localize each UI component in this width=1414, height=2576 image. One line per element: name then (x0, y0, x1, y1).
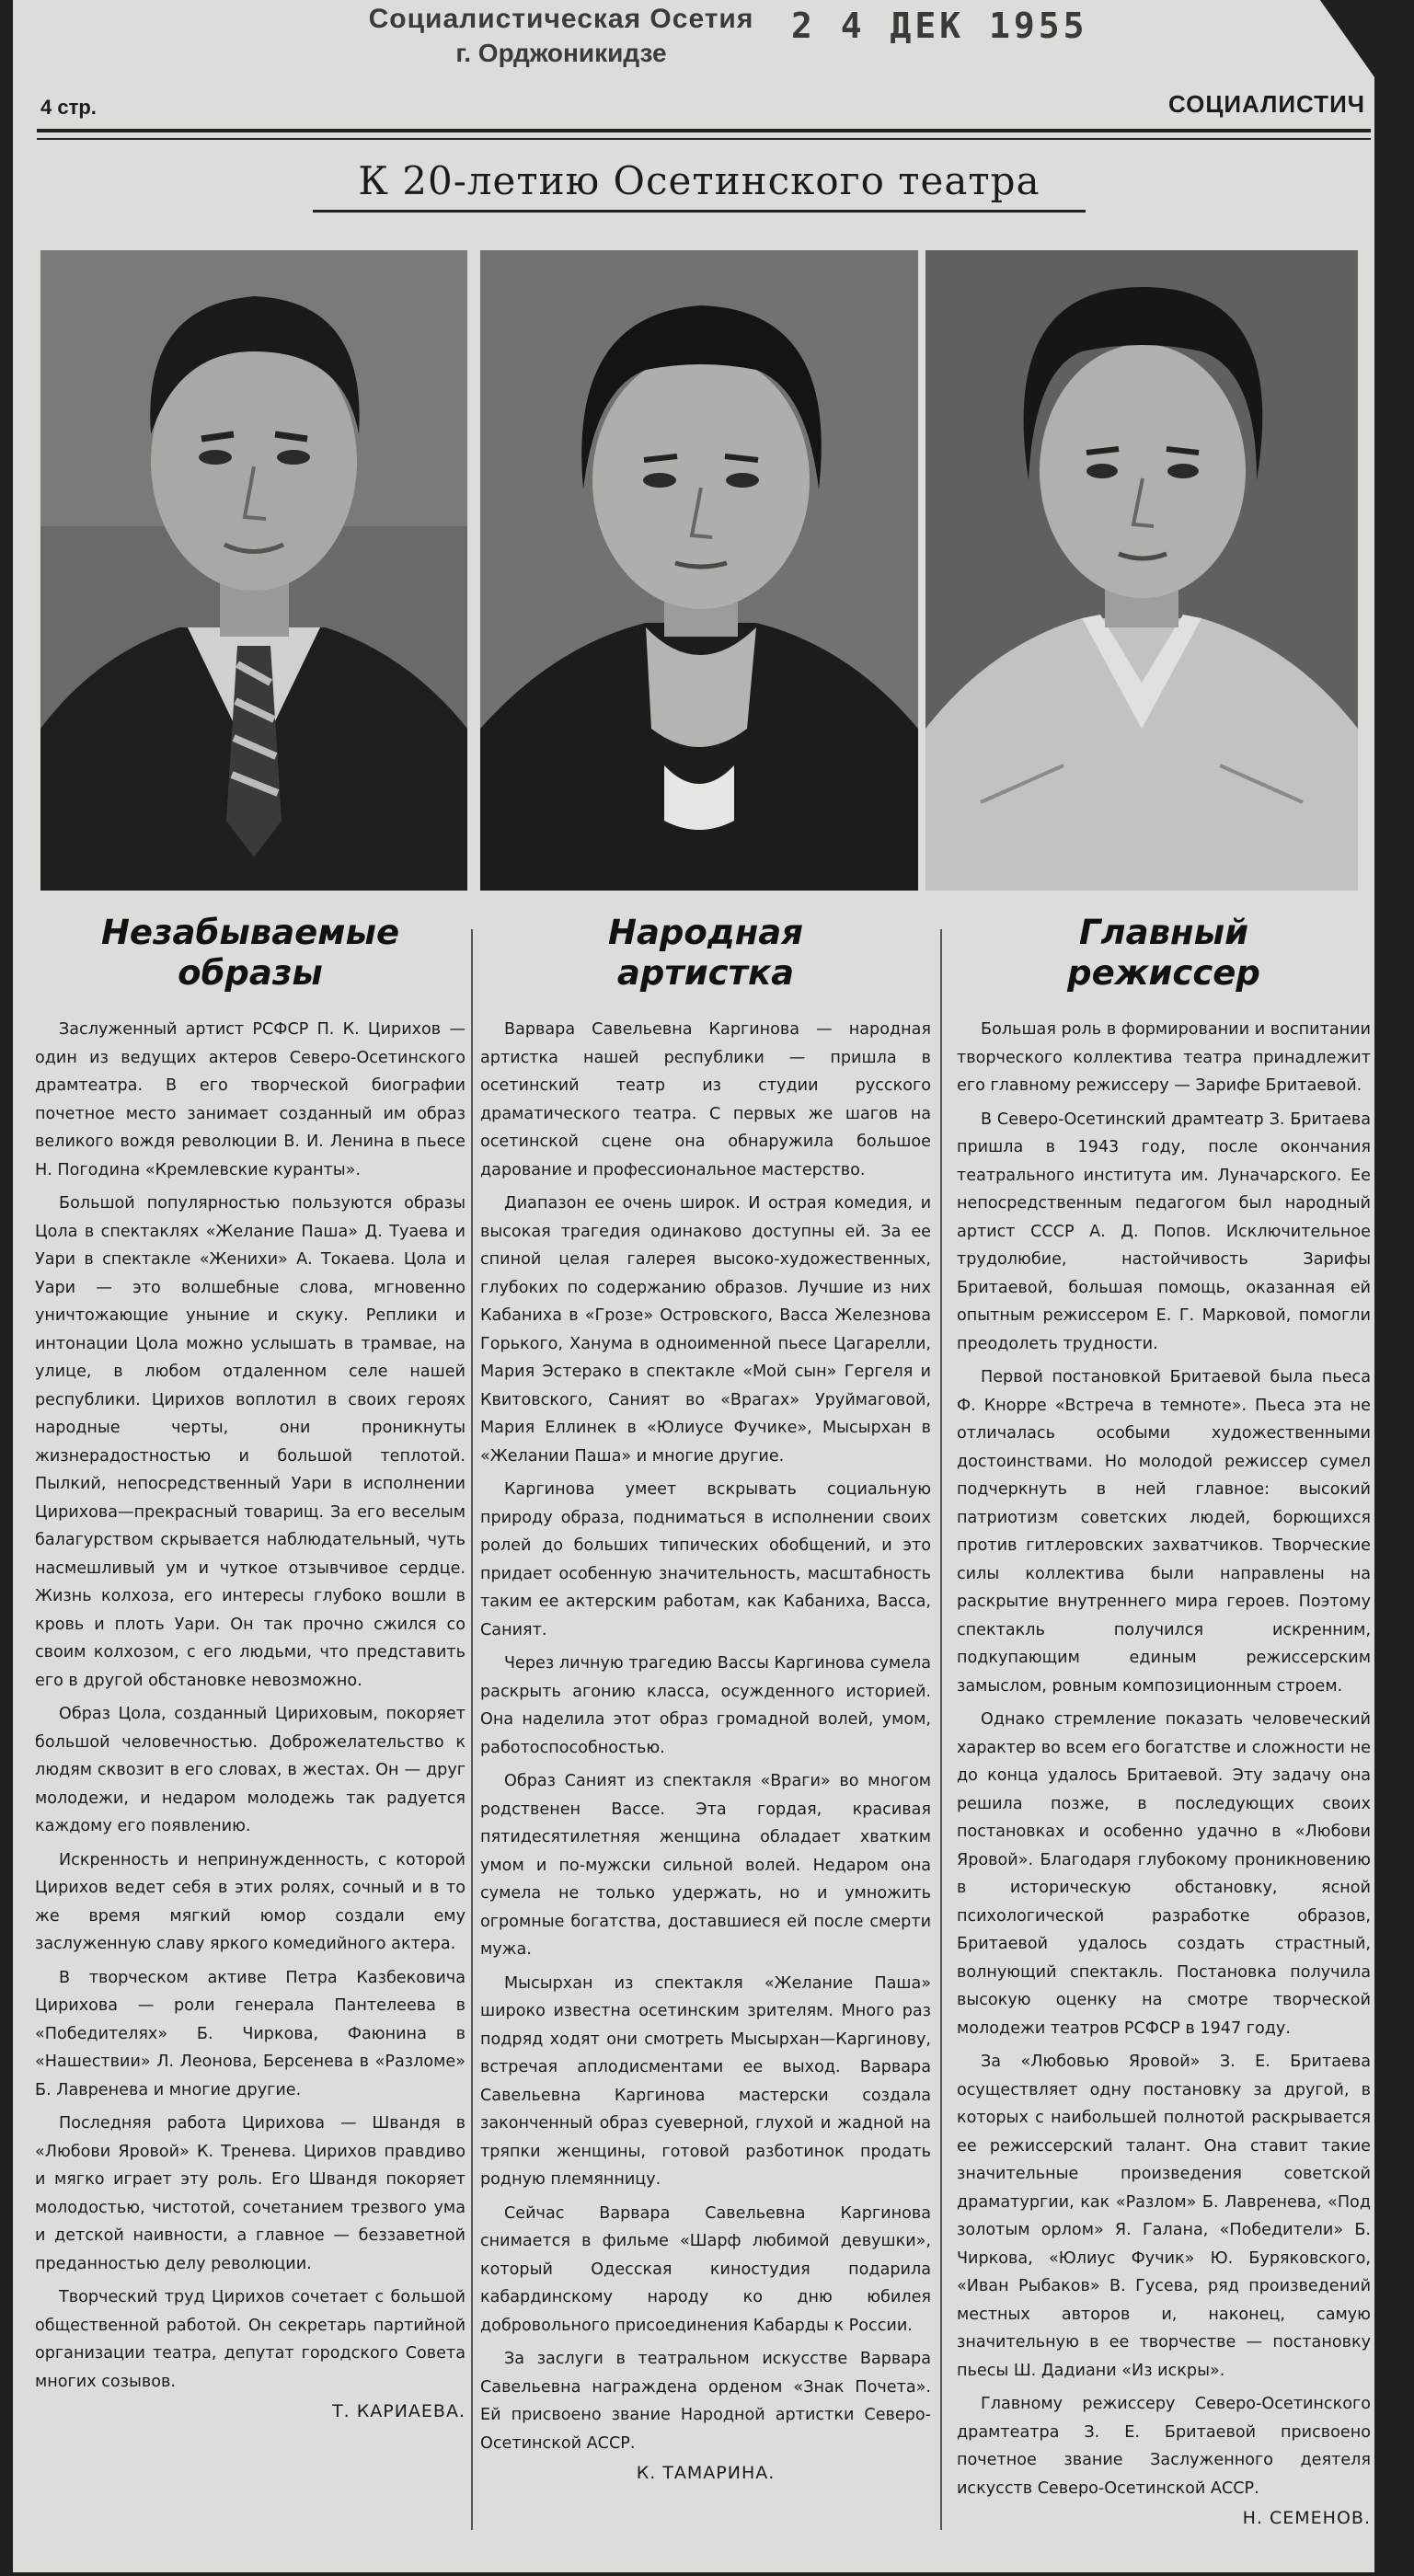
article-paragraph: Заслуженный артист РСФСР П. К. Цирихов — один из ведущих актеров Северо-Осетинского драмтеатра. В его творческой биографии почетное место занимает созданный им образ великого вождя революции В. И. Ленина в пьесе Н. Погодина «Кремлевские куранты». (35, 1020, 466, 1179)
article-chief-director (957, 913, 1371, 2528)
article-signature: К. ТАМАРИНА. (636, 2463, 776, 2483)
article-paragraph: Последняя работа Цирихова — Швандя в «Любови Яровой» К. Тренева. Цирихов правдиво и мягко играет эту роль. Его Швандя покоряет молодостью, чистотой, сочетанием трезвого ума и детской наивности, а главное — беззаветной преданностью делу революции. (35, 2114, 466, 2273)
article-signature: Т. КАРИАЕВА. (332, 2401, 466, 2421)
article-paragraph: Искренность и непринужденность, с которой Цирихов ведет себя в этих ролях, сочный и в то же время мягкий юмор создали ему заслуженную славу яркого комедийного актера. (35, 1850, 466, 1953)
article-paragraph: Через личную трагедию Вассы Каргинова сумела раскрыть агонию класса, осужденного историей. Она наделила этот образ громадной волей, умом, работоспособностью. (480, 1654, 931, 1757)
photo-portrait-woman-director (925, 250, 1358, 891)
article-title: Незабываемые образы (100, 913, 400, 993)
portrait-woman-dark-image (480, 250, 918, 891)
library-stamp (359, 4, 764, 68)
article-paragraph: Творческий труд Цирихов сочетает с большой общественной работой. Он секретарь партийной организации театра, депутат городского Совета многих созывов. (35, 2288, 466, 2391)
article-paragraph: Сейчас Варвара Савельевна Каргинова снимается в фильме «Шарф любимой девушки», который Одесская киностудия подарила кабардинскому народу ко дню юбилея добровольного присоединения Кабарды к России. (480, 2203, 931, 2335)
portrait-woman-light-image (925, 250, 1358, 891)
article-paragraph: Мысырхан из спектакля «Желание Паша» широко известна осетинским зрителям. Много раз подряд ходят они смотреть Мысырхан—Каргинову, встречая аплодисментами ее выход. Варвара Савельевна Каргинова мастерски создала законченный образ суеверной, глухой и жадной на тряпки женщины, готовой разботинок продать родную племянницу. (480, 1973, 931, 2189)
article-signature: Н. СЕМЕНОВ. (1242, 2508, 1371, 2528)
date-stamp: 2 4 ДЕК 1955 (791, 6, 1088, 46)
article-paragraph: Большая роль в формировании и воспитании творческого коллектива театра принадлежит его главному режиссеру — Зарифе Бритаевой. (957, 1020, 1371, 1095)
stamp-city: г. Орджоникидзе (455, 39, 667, 67)
article-paragraph: Первой постановкой Бритаевой была пьеса Ф. Кнорре «Встреча в темноте». Пьеса эта не отличалась особыми художественными достоинствами. Но молодой режиссер сумел подчеркнуть в ней главное: высокий патриотизм советских людей, борющихся против гитлеровских захватчиков. Творческие силы коллектива были направлены на раскрытие внутреннего мира героев. Поэтому спектакль получился искренним, подкупающим единым режиссерским замыслом, ровным композиционным строем. (957, 1368, 1371, 1696)
page-headline: К 20-летию Осетинского театра (358, 157, 1040, 203)
article-paragraph: За заслуги в театральном искусстве Варвара Савельевна награждена орденом «Знак Почета». Ей присвоено звание Народной артистки Северо-Осетинской АССР. (480, 2350, 931, 2453)
article-paragraph: В творческом активе Петра Казбековича Цирихова — роли генерала Пантелеева в «Победителях» Б. Чиркова, Фаюнина в «Нашествии» Л. Леонова, Берсенева в «Разломе» Б. Лавренева и многие другие. (35, 1968, 466, 2099)
article-paragraph: За «Любовью Яровой» З. Е. Бритаева осуществляет одну постановку за другой, в которых с наибольшей полнотой раскрывается ее режиссерский талант. Она ставит такие значительные произведения советской драматургии, как «Разлом» Б. Лавренева, «Под золотым орлом» Я. Галана, «Победители» Б. Чиркова, «Юлиус Фучик» Ю. Буряковского, «Иван Рыбаков» В. Гусева, ряд произведений местных авторов и, наконец, самую значительную в ее творчестве — постановку пьесы Ш. Дадиани «Из искры». (957, 2053, 1371, 2380)
page-number: 4 стр. (40, 96, 97, 119)
column-divider (940, 929, 942, 2530)
article-paragraph: Образ Цола, созданный Цириховым, покоряет большой человечностью. Доброжелательство к людям сквозит в его словах, в жестах. Он — друг молодежи, и недаром молодежь так радуется каждому его появлению. (35, 1705, 466, 1835)
article-paragraph: Большой популярностью пользуются образы Цола в спектаклях «Желание Паша» Д. Туаева и Уари в спектакле «Женихи» А. Токаева. Цола и Уари — это волшебные слова, мгновенно уничтожающие уныние и скуку. Реплики и интонации Цола можно услышать в трамвае, на улице, в любом отдаленном селе нашей республики. Цирихов воплотил в своих героях народные черты, они проникнуты жизнерадостностью и большой теплотой. Пылкий, непосредственный Уари в исполнении Цирихова—прекрасный товарищ. За его веселым балагурством скрывается наблюдательный, чуть насмешливый ум и чуткое отзывчивое сердце. Жизнь колхоза, его интересы глубоко вошли в кровь и плоть Уари. Он так прочно сжился со своим колхозом, с его людьми, что представить его в другой обстановке невозможно. (35, 1194, 466, 1690)
stamp-newspaper-name: Социалистическая Осетия (368, 4, 754, 34)
headline-underline (313, 210, 1086, 213)
article-paragraph: Диапазон ее очень широк. И острая комедия, и высокая трагедия одинаково доступны ей. За ее спиной целая галерея высоко-художественных, глубоких по содержанию образов. Лучшие из них Кабаниха в «Грозе» Островского, Васса Железнова Горького, Ханума в одноименной пьесе Цагарелли, Мария Эстерако в спектакле «Мой сын» Гергеля и Квитовского, Саният во «Врагах» Уруймаговой, Мария Еллинек в «Юлиусе Фучике», Мысырхан в «Желании Паша» и многие другие. (480, 1194, 931, 1466)
article-unforgettable-images (35, 913, 466, 2421)
photo-portrait-woman-actress (480, 250, 918, 891)
article-paragraph: В Северо-Осетинский драмтеатр З. Бритаева пришла в 1943 году, после окончания театрального института им. Луначарского. Ее непосредственным педагогом был народный артист СССР А. Д. Попов. Исключительное трудолюбие, настойчивость Зарифы Бритаевой, большая помощь, оказанная ей опытным режиссером Е. Г. Марковой, помогли преодолеть трудности. (957, 1110, 1371, 1353)
article-peoples-artist (480, 913, 931, 2483)
photo-portrait-man (40, 250, 467, 891)
portrait-man-image (40, 250, 467, 891)
article-paragraph: Образ Саният из спектакля «Враги» во многом родственен Вассе. Эта гордая, красивая пятидесятилетняя женщина обладает хватким умом и по-мужски сильной волей. Недаром она сумела не только удержать, но и умножить огромные богатства, доставшиеся ей после смерти мужа. (480, 1772, 931, 1959)
article-paragraph: Однако стремление показать человеческий характер во всем его богатстве и сложности не до конца удалось Бритаевой. Эту задачу она решила позже, в последующих своих постановках и особенно удачно в «Любови Яровой». Благодаря глубокому проникновению в историческую обстановку, ясной психологической разработке образов, Бритаевой удалось создать страстный, волнующий спектакль. Постановка получила высокую оценку на смотре творческой молодежи театров РСФСР в 1947 году. (957, 1710, 1371, 2038)
article-title: Народная артистка (607, 913, 803, 993)
article-paragraph: Каргинова умеет вскрывать социальную природу образа, подниматься в исполнении своих ролей до больших типических обобщений, и это придает особенную значительность, масштабность таким ее актерским работам, как Кабаниха, Васса, Саният. (480, 1480, 931, 1639)
masthead-rule-thick (37, 129, 1371, 132)
paper-name: СОЦИАЛИСТИЧ (1168, 90, 1366, 118)
article-title: Главный режиссер (1067, 913, 1260, 993)
masthead-rule-thin (37, 138, 1371, 140)
article-paragraph: Главному режиссеру Северо-Осетинского драмтеатра З. Е. Бритаевой присвоено почетное звание Заслуженного деятеля искусств Северо-Осетинской АССР. (957, 2395, 1371, 2498)
column-divider (471, 929, 473, 2530)
article-paragraph: Варвара Савельевна Каргинова — народная артистка нашей республики — пришла в осетинский театр из студии русского драматического театра. С первых же шагов на осетинской сцене она обнаружила большое дарование и профессиональное мастерство. (480, 1020, 931, 1179)
